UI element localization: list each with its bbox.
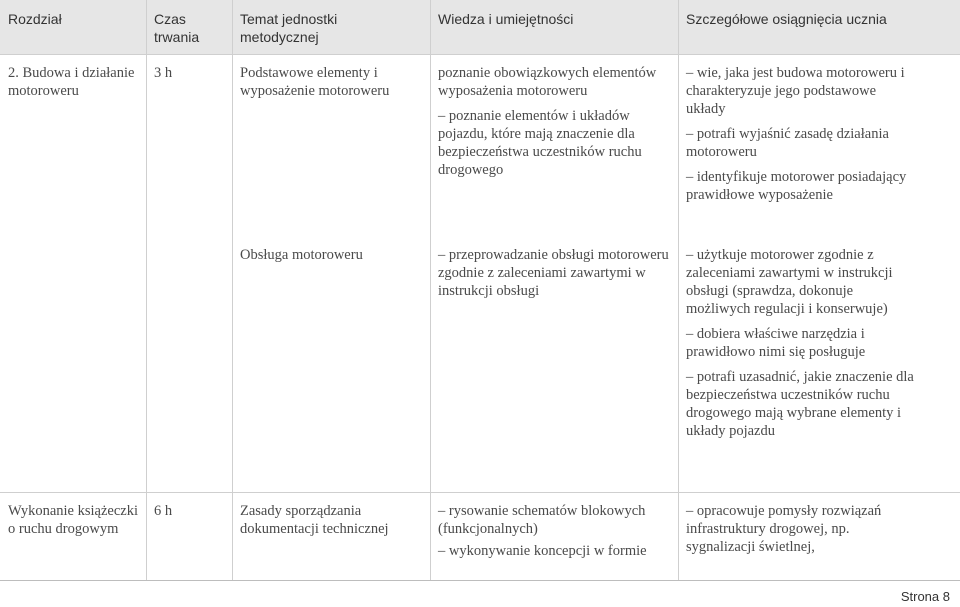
topic-label: Obsługa motoroweru (240, 247, 363, 263)
time-value: 3 h (154, 65, 173, 81)
achievements-list (686, 502, 914, 563)
column-divider (146, 0, 147, 580)
time-value: 6 h (154, 503, 173, 519)
header-temat: Temat jednostki metodycznej (240, 11, 338, 45)
knowledge-list (438, 502, 674, 560)
column-divider (678, 0, 679, 580)
header-wiedza: Wiedza i umiejętności (438, 11, 574, 27)
section-label: 2. Budowa i działanie motoroweru (8, 65, 135, 99)
header-rozdzial: Rozdział (8, 11, 62, 27)
list-item: – wykonywanie koncepcji w formie (438, 542, 674, 560)
topic-label: Zasady sporządzania dokumentacji technicznej (240, 503, 389, 537)
row-divider (0, 492, 960, 493)
list-item: – użytkuje motorower zgodnie z zaleceniami zawartymi w instrukcji obsługi (sprawdza, dokonuje możliwych regulacji i konserwuje) (686, 246, 914, 318)
list-item: poznanie obowiązkowych elementów wyposażenia motoroweru (438, 65, 657, 99)
list-item: – dobiera właściwe narzędzia i prawidłowo nimi się posługuje (686, 325, 914, 361)
list-item: – identyfikuje motorower posiadający prawidłowe wyposażenie (686, 168, 914, 204)
topic-label: Podstawowe elementy i wyposażenie motoroweru (240, 65, 390, 99)
achievements-list (686, 64, 914, 211)
column-divider (430, 0, 431, 580)
column-divider (232, 0, 233, 580)
list-item: – potrafi uzasadnić, jakie znaczenie dla bezpieczeństwa uczestników ruchu drogowego mają wybrane elementy i układy pojazdu (686, 368, 914, 440)
header-czas-trwania: Czas trwania (154, 11, 200, 45)
knowledge-list (438, 246, 670, 307)
list-item: – potrafi wyjaśnić zasadę działania motoroweru (686, 125, 914, 161)
section-label: Wykonanie książeczki o ruchu drogowym (8, 503, 138, 537)
list-item: – opracowuje pomysły rozwiązań infrastruktury drogowej, np. sygnalizacji świetlnej, (686, 502, 914, 556)
achievements-list (686, 246, 914, 447)
header-osiagniecia: Szczegółowe osiągnięcia ucznia (686, 11, 887, 27)
knowledge-list (438, 64, 670, 186)
page-number: Strona 8 (900, 589, 950, 604)
footer-divider (0, 580, 960, 581)
list-item: – wie, jaka jest budowa motoroweru i charakteryzuje jego podstawowe układy (686, 64, 914, 118)
list-item: – rysowanie schematów blokowych (funkcjonalnych) (438, 502, 674, 538)
list-item: – poznanie elementów i układów pojazdu, które mają znaczenie dla bezpieczeństwa uczestników ruchu drogowego (438, 107, 670, 179)
list-item: – przeprowadzanie obsługi motoroweru zgodnie z zaleceniami zawartymi w instrukcji obsługi (438, 246, 670, 300)
